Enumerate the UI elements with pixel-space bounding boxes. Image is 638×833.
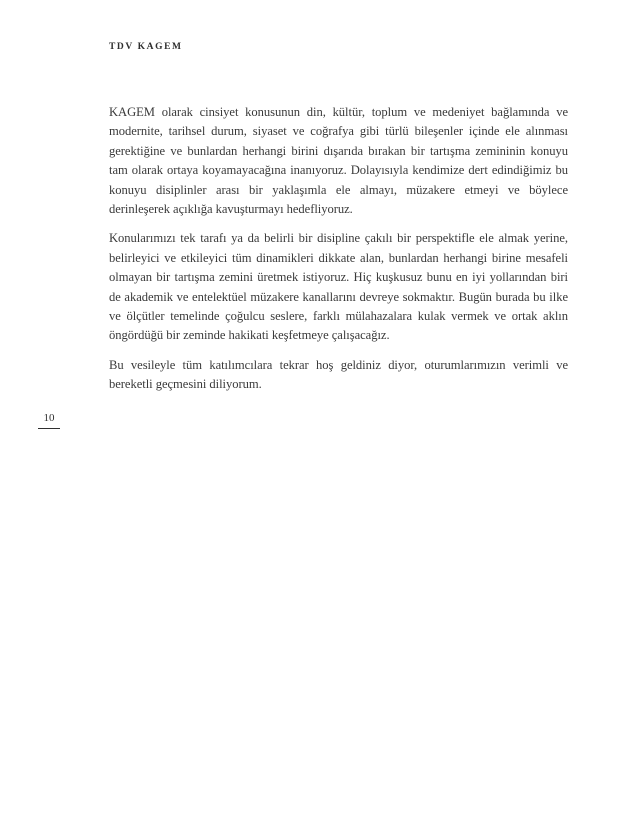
paragraph: Bu vesileyle tüm katılımcılara tekrar hoş geldiniz diyor, oturumlarımızın verimli ve bereketli geçmesini diliyorum. xyxy=(109,357,568,392)
page-number: 10 xyxy=(38,412,60,429)
running-header: TDV KAGEM xyxy=(109,42,183,52)
paragraph: Konularımızı tek tarafı ya da belirli bir disipline çakılı bir perspektifle ele almak yerine, belirleyici ve etkileyici tüm dinamikleri dikkate alan, bunlardan herhangi birine mesafeli olmayan bir tartışma zemini üretmek istiyoruz. Hiç kuşkusuz bunu en iyi yollarından biri de akademik ve entelektüel müzakere kanallarını devreye sokmaktır. Bugün burada bu ilke ve ölçütler temelinde çoğulcu seslere, farklı mülahazalara kulak vermek ve ortak aklın öngördüğü bir zeminde hakikati keşfetmeye çalışacağız. xyxy=(109,231,568,343)
paragraph: KAGEM olarak cinsiyet konusunun din, kültür, toplum ve medeniyet bağlamında ve modernite, tarihsel durum, siyaset ve coğrafya gibi türlü bileşenler içinde ele alınması gerektiğine ve bunlardan herhangi birini dışarıda bırakan bir tartışma zemininin konuyu tam olarak ortaya koyamayacağına inanıyoruz. Dolayısıyla kendimize dert edindiğimiz bu konuyu disiplinler arası bir yaklaşımla ele almayı, müzakere etmeyi ve böylece derinleşerek açıklığa kavuşturmayı hedefliyoruz. xyxy=(109,105,568,217)
body-text xyxy=(109,103,568,405)
